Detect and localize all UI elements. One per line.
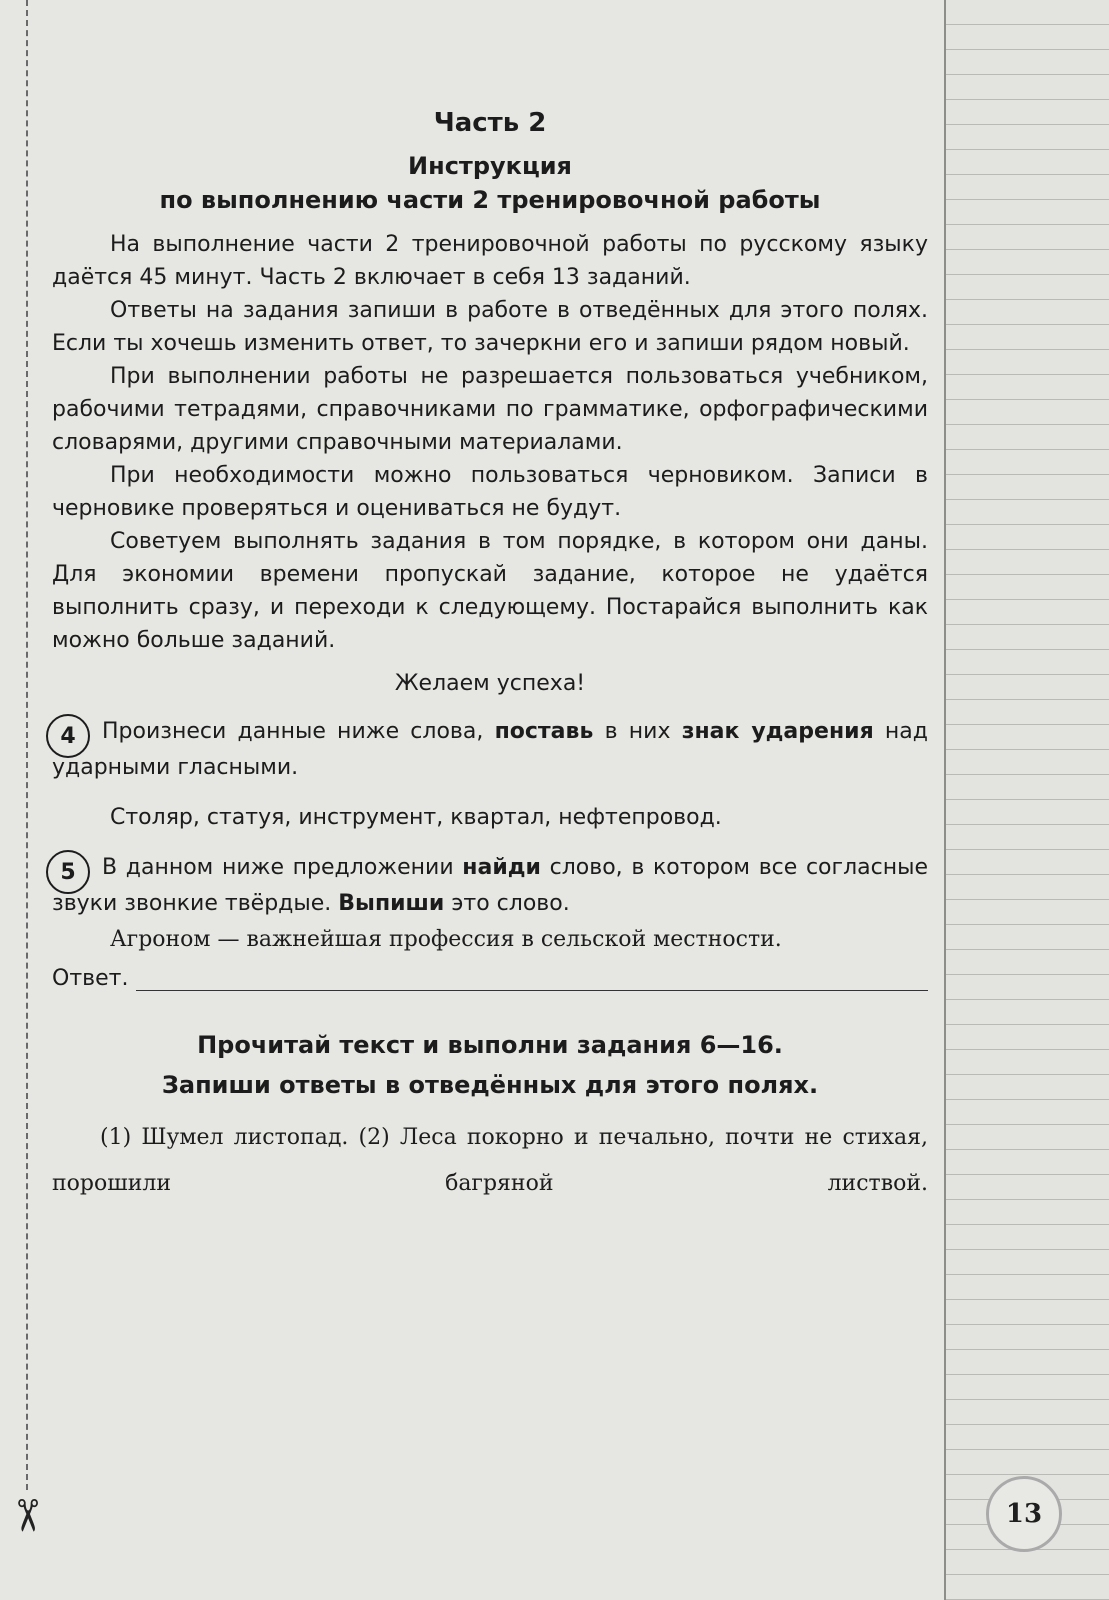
task-5-prompt: В данном ниже предложении найди слово, в котором все согласные звуки звонкие твёрдые. Выпиши это слово. bbox=[52, 855, 928, 916]
cut-line bbox=[26, 0, 28, 1490]
adjacent-page-edge bbox=[944, 0, 1109, 1600]
reading-heading: Прочитай текст и выполни задания 6—16. bbox=[197, 1031, 783, 1059]
instruction-title: Инструкция bbox=[408, 152, 572, 180]
instruction-paragraph: На выполнение части 2 тренировочной работы по русскому языку даётся 45 минут. Часть 2 включает в себя 13 заданий. bbox=[52, 232, 928, 290]
scissors-icon: ✂ bbox=[0, 1497, 52, 1534]
page-content bbox=[52, 108, 928, 1207]
task-4-prompt: Произнеси данные ниже слова, поставь в них знак ударения над ударными гласными. bbox=[52, 719, 928, 780]
task-5 bbox=[52, 850, 928, 991]
task-number-badge: 4 bbox=[46, 714, 90, 758]
task-number-badge: 5 bbox=[46, 850, 90, 894]
reading-subheading: Запиши ответы в отведённых для этого полях. bbox=[161, 1071, 819, 1099]
answer-label: Ответ. bbox=[52, 966, 129, 991]
wish-text: Желаем успеха! bbox=[394, 671, 586, 696]
reading-text: (1) Шумел листопад. (2) Леса покорно и печально, почти не стихая, порошили багряной листвой. bbox=[52, 1125, 928, 1196]
part-title: Часть 2 bbox=[433, 108, 547, 138]
task-4 bbox=[52, 714, 928, 836]
instruction-paragraph: Ответы на задания запиши в работе в отведённых для этого полях. Если ты хочешь изменить ответ, то зачеркни его и запиши рядом новый. bbox=[52, 298, 928, 356]
task-4-words: Столяр, статуя, инструмент, квартал, нефтепровод. bbox=[110, 805, 722, 830]
instruction-paragraph: При необходимости можно пользоваться черновиком. Записи в черновике проверяться и оцениваться не будут. bbox=[52, 463, 928, 521]
instruction-paragraph: Советуем выполнять задания в том порядке, в котором они даны. Для экономии времени пропускай задание, которое не удаётся выполнить сразу, и переходи к следующему. Постарайся выполнить как можно больше заданий. bbox=[52, 529, 928, 653]
task-5-sentence: Агроном — важнейшая профессия в сельской местности. bbox=[110, 927, 782, 952]
instruction-paragraph: При выполнении работы не разрешается пользоваться учебником, рабочими тетрадями, справочниками по грамматике, орфографическими словарями, другими справочными материалами. bbox=[52, 364, 928, 455]
answer-field[interactable] bbox=[136, 964, 928, 991]
page-number: 13 bbox=[986, 1476, 1062, 1552]
instruction-subtitle: по выполнению части 2 тренировочной работы bbox=[159, 186, 821, 214]
answer-row bbox=[52, 964, 928, 991]
